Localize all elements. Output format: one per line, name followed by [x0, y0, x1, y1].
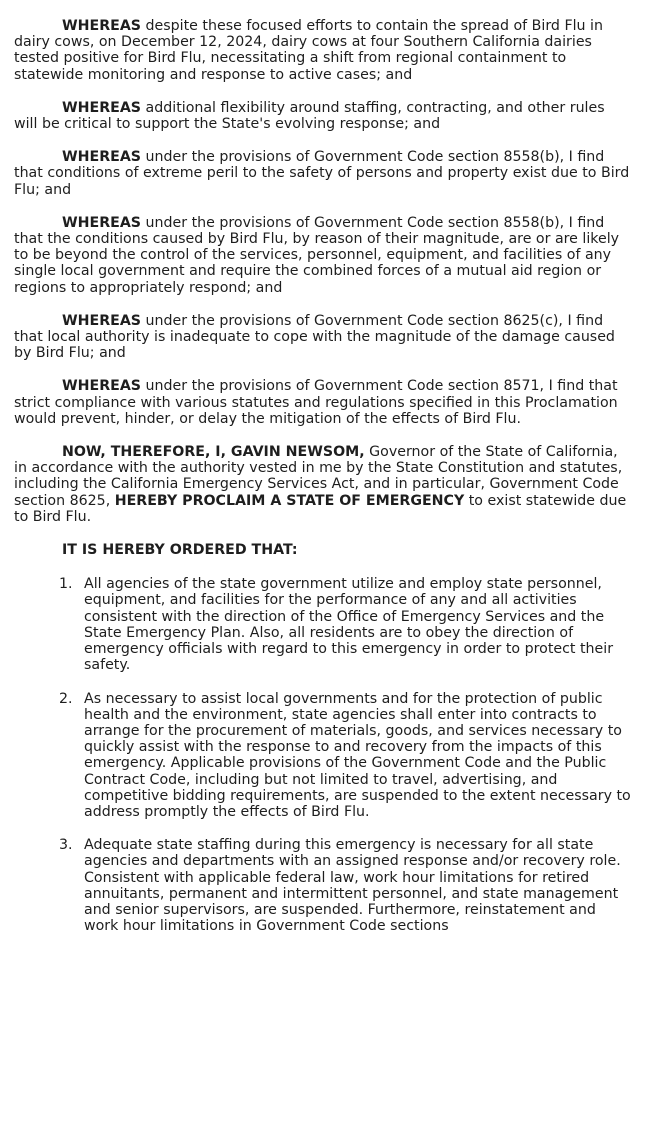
whereas-keyword: WHEREAS	[62, 214, 142, 231]
order-item	[14, 837, 631, 934]
whereas-text: under the provisions of Government Code section 8571, I find that strict compliance with various statutes and regulations specified in this Proclamation would prevent, hinder, or delay the mitigation of the effects of Bird Flu.	[14, 378, 618, 427]
order-text: Adequate state staffing during this emergency is necessary for all state agencies and departments with an assigned response and/or recovery role. Consistent with applicable federal law, work hour limitations for retired annuitants, permanent and intermittent personnel, and state management and senior supervisors, are suspended. Furthermore, reinstatement and work hour limitations in Government Code sections	[84, 837, 621, 935]
whereas-text: additional flexibility around staffing, contracting, and other rules will be critical to support the State's evolving response; and	[14, 99, 605, 133]
whereas-paragraph-3	[14, 149, 631, 198]
order-number: 2.	[59, 690, 73, 707]
whereas-text: under the provisions of Government Code section 8558(b), I find that the conditions caused by Bird Flu, by reason of their magnitude, are or are likely to be beyond the control of the services, personnel, equipment, and facilities of any single local government and require the combined forces of a mutual aid region or regions to appropriately respond; and	[14, 214, 620, 296]
order-number: 1.	[59, 576, 73, 593]
whereas-text: despite these focused efforts to contain the spread of Bird Flu in dairy cows, on December 12, 2024, dairy cows at four Southern California dairies tested positive for Bird Flu, necessitating a shift from regional containment to statewide monitoring and response to active cases; and	[14, 18, 603, 83]
whereas-paragraph-4	[14, 215, 631, 296]
whereas-text: under the provisions of Government Code section 8558(b), I find that conditions of extreme peril to the safety of persons and property exist due to Bird Flu; and	[14, 149, 630, 198]
ordered-heading: IT IS HEREBY ORDERED THAT:	[62, 542, 298, 559]
whereas-text: under the provisions of Government Code section 8625(c), I find that local authority is inadequate to cope with the magnitude of the damage caused by Bird Flu; and	[14, 312, 615, 362]
order-text: All agencies of the state government utilize and employ state personnel, equipment, and facilities for the performance of any and all activities consistent with the direction of the Office of Emergency Services and the State Emergency Plan. Also, all residents are to obey the direction of emergency officials with regard to this emergency in order to protect their safety.	[84, 576, 614, 674]
whereas-keyword: WHEREAS	[62, 18, 142, 34]
order-number: 3.	[59, 837, 73, 854]
whereas-keyword: WHEREAS	[62, 149, 142, 166]
order-item	[14, 576, 631, 673]
orders-list	[14, 576, 631, 934]
governor-declaration: NOW, THEREFORE, I, GAVIN NEWSOM,	[62, 444, 365, 461]
whereas-keyword: WHEREAS	[62, 99, 142, 116]
state-of-emergency-declaration: HEREBY PROCLAIM A STATE OF EMERGENCY	[114, 492, 465, 509]
whereas-paragraph-5	[14, 313, 631, 362]
order-item	[14, 691, 631, 821]
whereas-paragraph-6	[14, 378, 631, 427]
whereas-paragraph-1	[14, 18, 631, 83]
order-text: As necessary to assist local governments and for the protection of public health and the environment, state agencies shall enter into contracts to arrange for the procurement of materials, goods, and services necessary to quickly assist with the response to and recovery from the impacts of this emergency. Applicable provisions of the Government Code and the Public Contract Code, including but not limited to travel, advertising, and competitive bidding requirements, are suspended to the extent necessary to address promptly the effects of Bird Flu.	[84, 690, 631, 820]
whereas-keyword: WHEREAS	[62, 312, 142, 329]
whereas-paragraph-2	[14, 100, 631, 132]
proclamation-text: Governor of the State of California, in accordance with the authority vested in me by the State Constitution and statutes, including the California Emergency Services Act, and in particular, Government Code section 8625,	[14, 444, 623, 509]
proclamation-paragraph	[14, 444, 631, 525]
proclamation-text-end: to exist statewide due to Bird Flu.	[14, 492, 627, 525]
whereas-keyword: WHEREAS	[62, 378, 142, 395]
